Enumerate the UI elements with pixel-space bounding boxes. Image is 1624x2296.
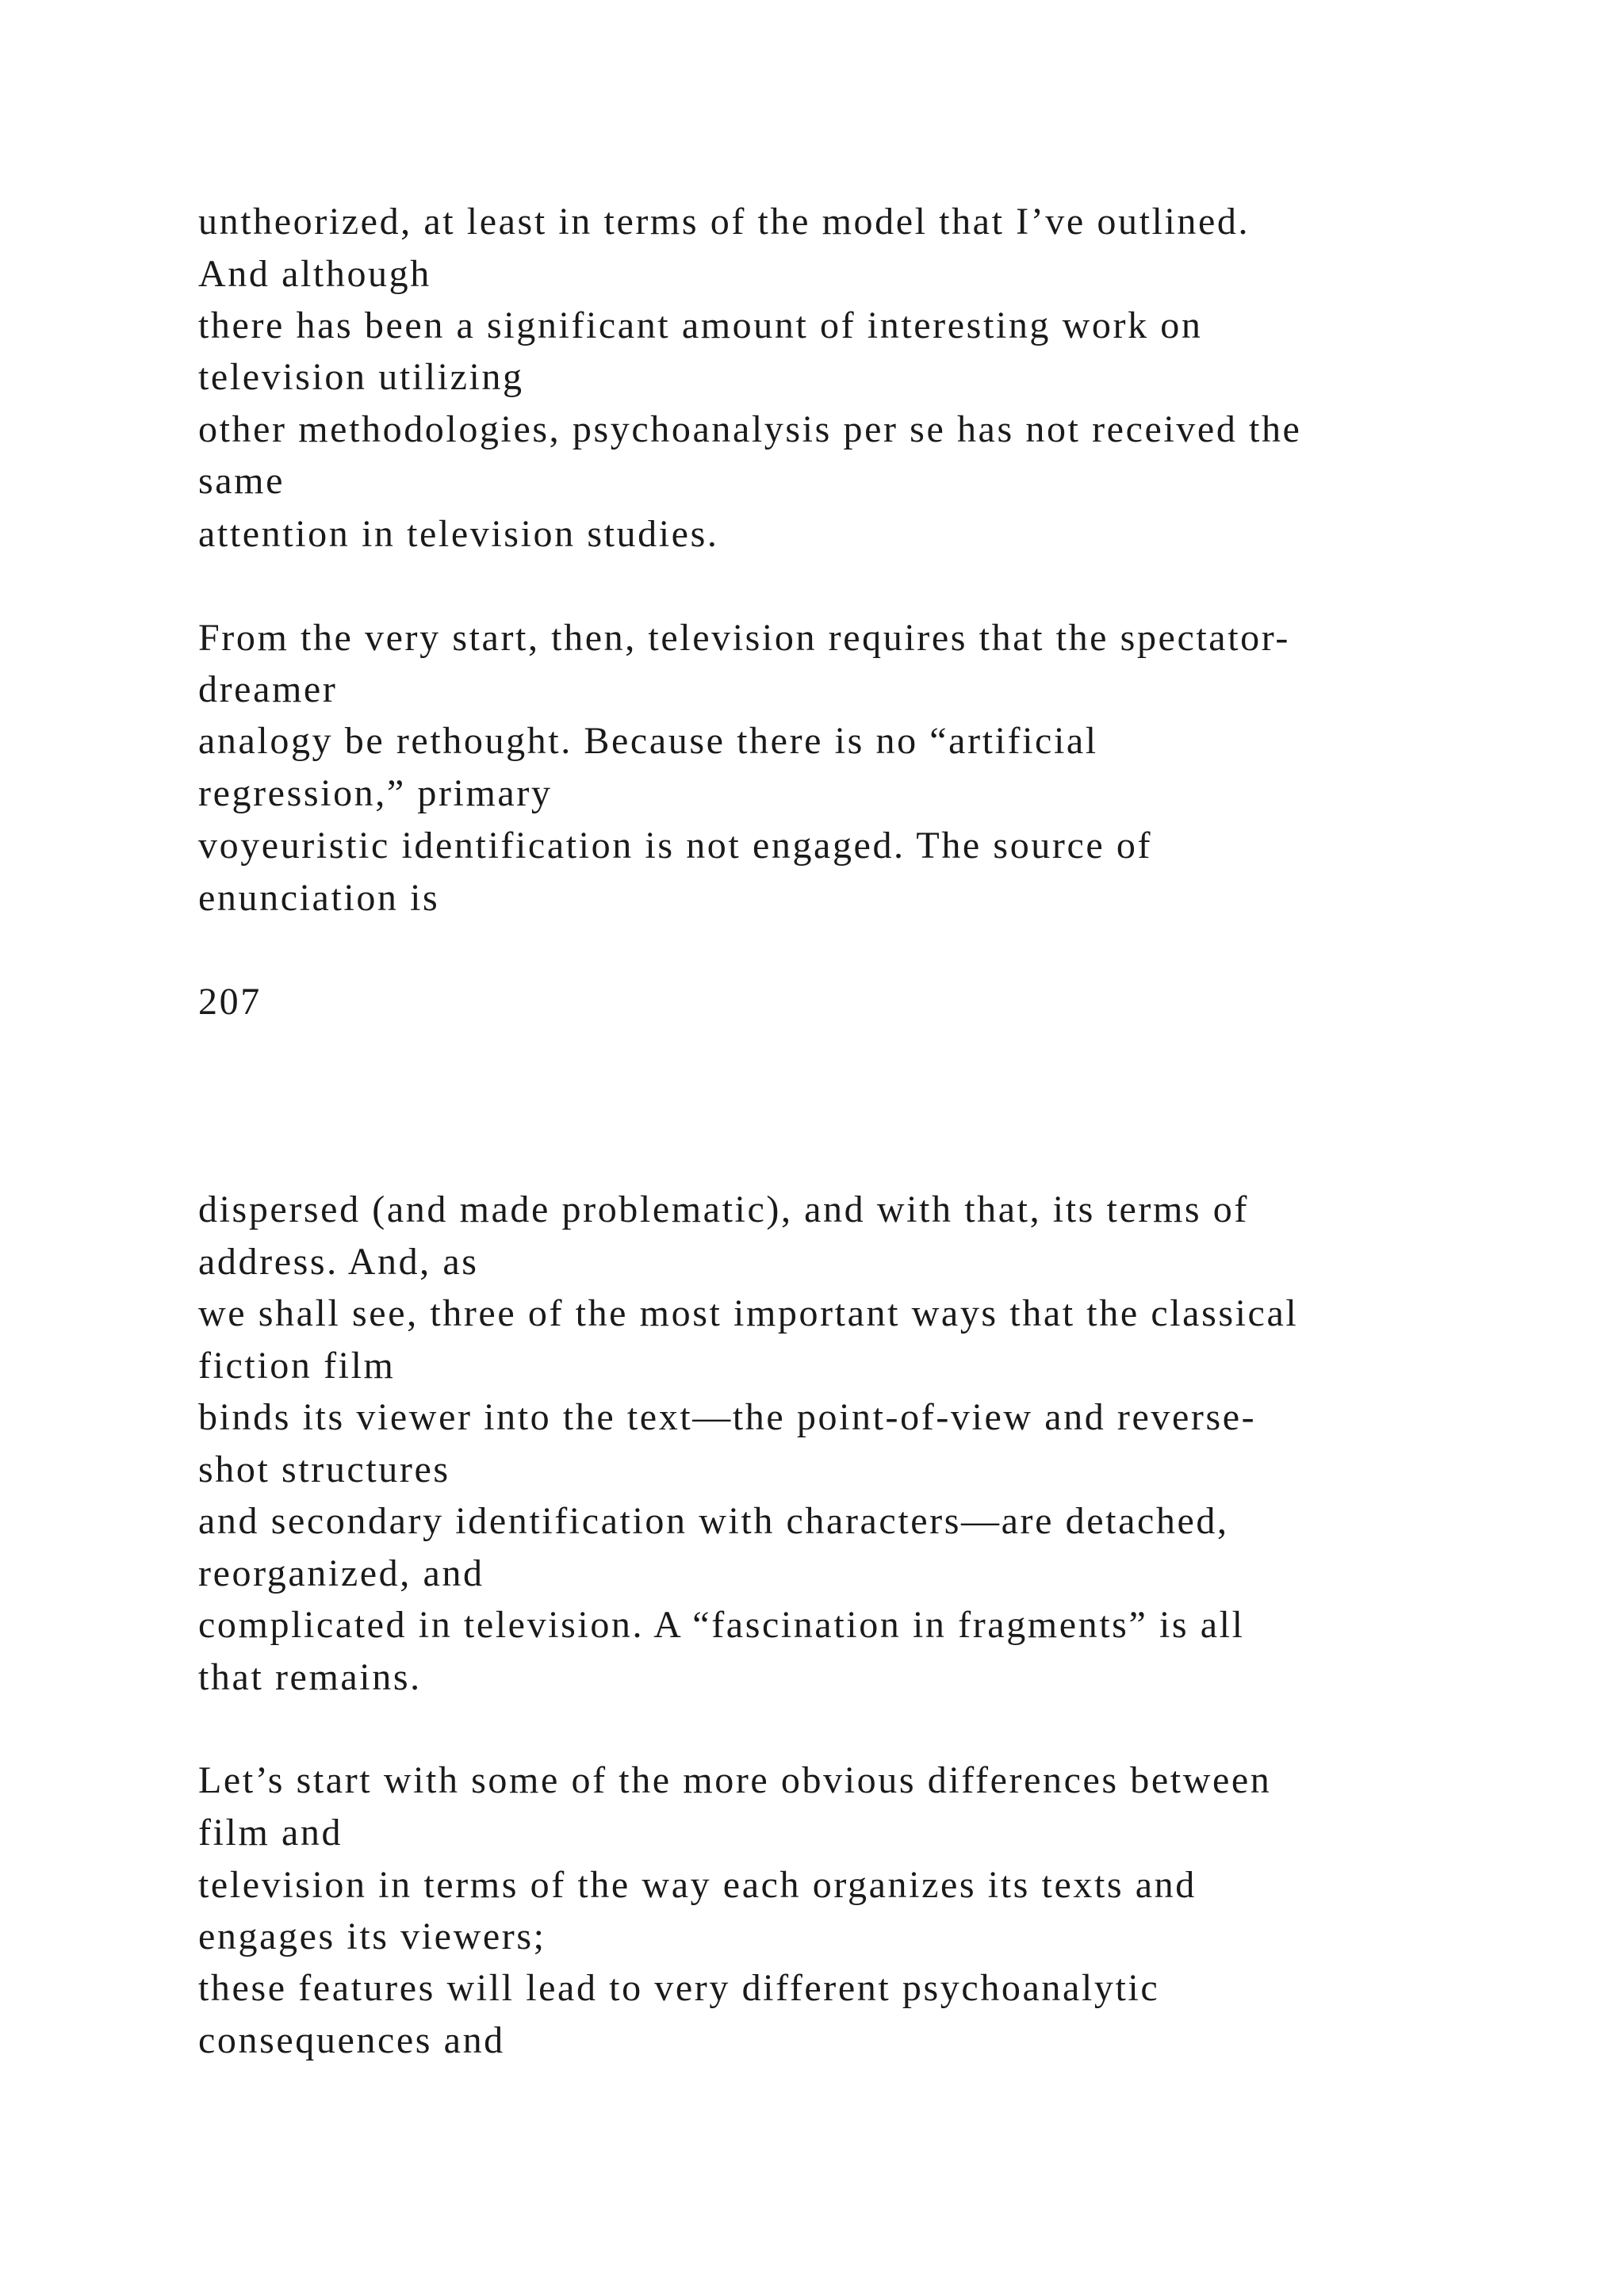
text-line: shot structures (198, 1448, 450, 1490)
text-line: television utilizing (198, 356, 524, 398)
text-line: film and (198, 1812, 343, 1854)
text-line: engages its viewers; (198, 1915, 546, 1957)
page-number: 207 (198, 981, 262, 1023)
text-line: dreamer (198, 668, 338, 710)
text-line: and secondary identification with characters—are detached, (198, 1500, 1229, 1542)
text-line: same (198, 460, 285, 502)
text-line: that remains. (198, 1656, 422, 1698)
text-line: there has been a significant amount of interesting work on (198, 304, 1203, 346)
text-line: regression,” primary (198, 772, 553, 814)
text-line: complicated in television. A “fascination in fragments” is all (198, 1604, 1245, 1646)
text-line: fiction film (198, 1345, 396, 1387)
text-line: voyeuristic identification is not engaged. The source of (198, 825, 1153, 867)
text-line: dispersed (and made problematic), and with that, its terms of (198, 1188, 1249, 1230)
text-line: analogy be rethought. Because there is no “artificial (198, 720, 1098, 762)
text-line: television in terms of the way each organizes its texts and (198, 1864, 1197, 1906)
text-line: other methodologies, psychoanalysis per se has not received the (198, 408, 1302, 450)
text-line: reorganized, and (198, 1552, 485, 1594)
text-line: these features will lead to very different psychoanalytic (198, 1967, 1160, 2009)
text-line: address. And, as (198, 1241, 479, 1283)
text-line: attention in television studies. (198, 513, 719, 555)
text-line: untheorized, at least in terms of the model that I’ve outlined. (198, 201, 1251, 243)
text-line: From the very start, then, television requires that the spectator- (198, 617, 1290, 659)
text-line: consequences and (198, 2019, 505, 2061)
text-line: Let’s start with some of the more obvious differences between (198, 1759, 1272, 1801)
text-line: enunciation is (198, 877, 440, 919)
text-line: And although (198, 253, 431, 295)
text-line: we shall see, three of the most important ways that the classical (198, 1292, 1299, 1334)
text-line: binds its viewer into the text—the point-of-view and reverse- (198, 1396, 1257, 1438)
